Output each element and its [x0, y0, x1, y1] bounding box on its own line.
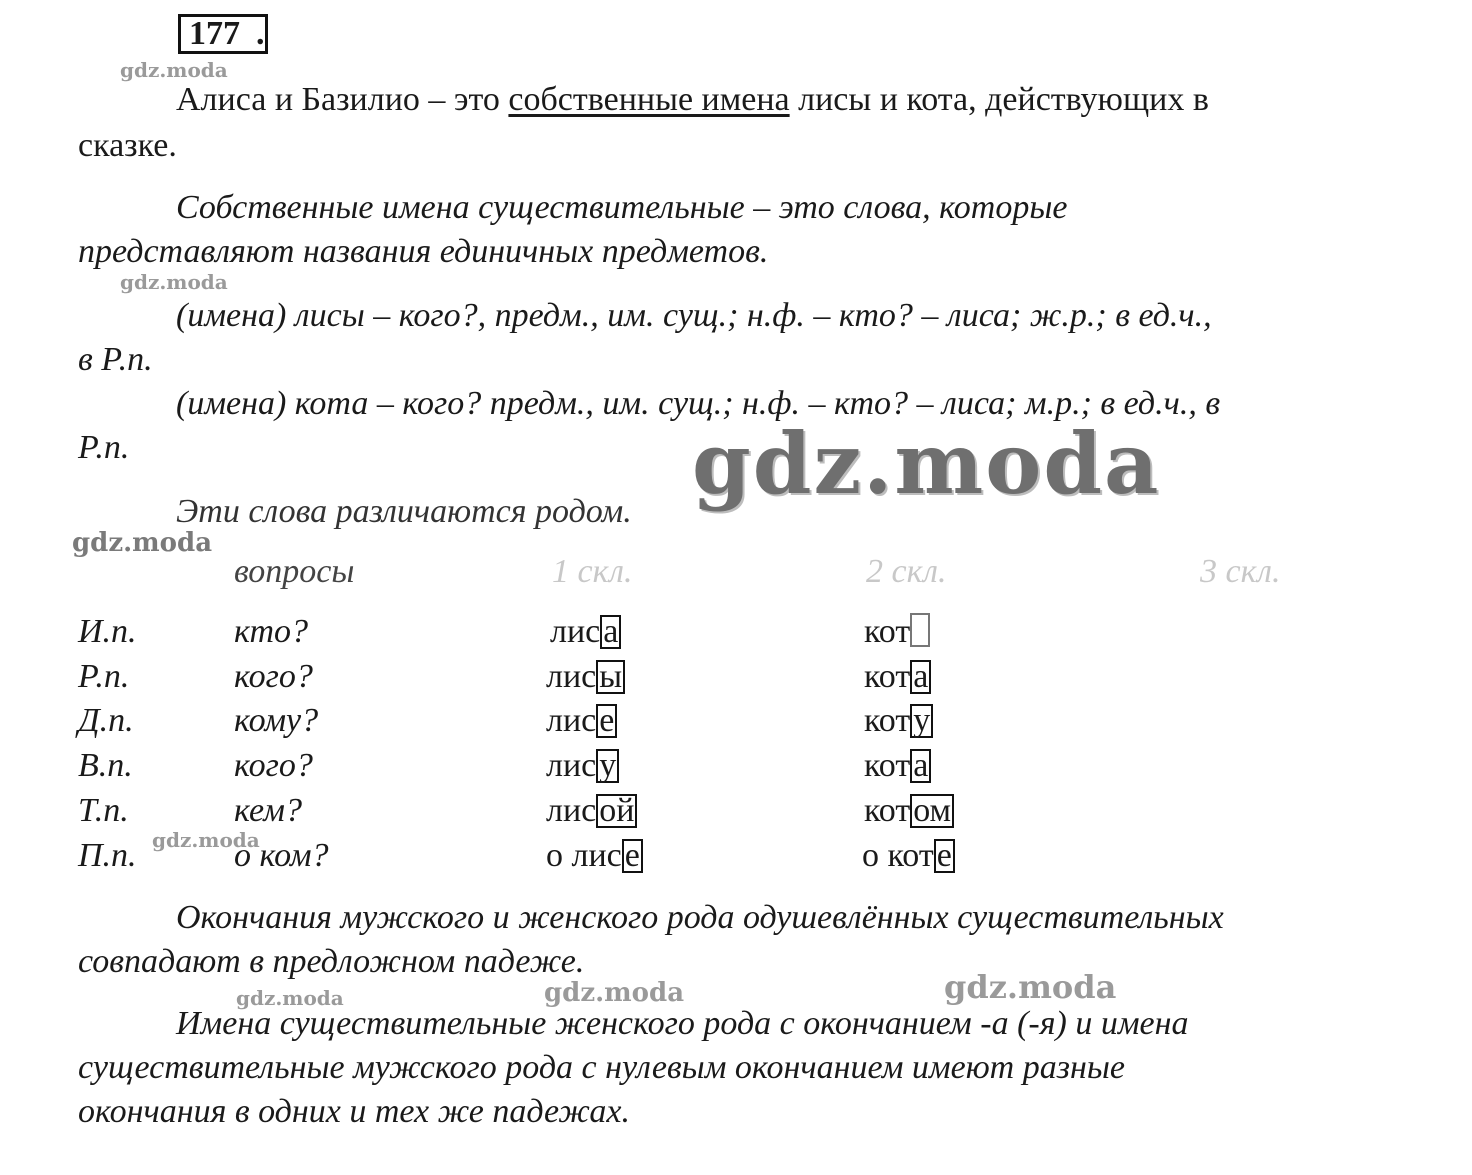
conclusion2-line-2: существительные мужского рода с нулевым окончанием имеют разные — [78, 1049, 1125, 1086]
case-name: Д.п. — [78, 702, 134, 739]
cat-form — [864, 699, 933, 743]
case-question: о ком? — [234, 837, 329, 874]
cat-form — [864, 744, 931, 788]
fox-form — [546, 834, 643, 878]
fox-stem: о лис — [546, 837, 622, 874]
fox-form — [550, 610, 621, 654]
fox-form — [546, 789, 637, 833]
fox-stem: лис — [546, 702, 597, 739]
watermark: gdz.moda — [152, 828, 260, 852]
cat-ending: у — [910, 704, 933, 738]
case-question: кому? — [234, 702, 319, 739]
cat-ending: ом — [910, 794, 954, 828]
fox-form — [546, 699, 617, 743]
cat-ending: а — [910, 749, 931, 783]
header-questions: вопросы — [234, 553, 355, 590]
fox-stem: лис — [546, 747, 597, 784]
difference-text: Эти слова различаются родом. — [176, 493, 632, 530]
cat-stem: кот — [864, 702, 911, 739]
fox-ending: ой — [596, 794, 637, 828]
watermark: gdz.moda — [944, 968, 1117, 1006]
cat-stem: кот — [864, 613, 911, 650]
cat-stem: кот — [864, 747, 911, 784]
case-question: кто? — [234, 613, 309, 650]
analysis1-line-2: в Р.п. — [78, 341, 153, 378]
cat-stem: кот — [864, 658, 911, 695]
header-decl-1: 1 скл. — [552, 553, 633, 590]
cat-form — [864, 789, 954, 833]
cat-stem: кот — [864, 792, 911, 829]
case-name: П.п. — [78, 837, 137, 874]
fox-form — [546, 744, 619, 788]
case-name: Т.п. — [78, 792, 129, 829]
fox-ending: ы — [596, 660, 625, 694]
cat-ending: а — [910, 660, 931, 694]
case-question: кого? — [234, 747, 313, 784]
cat-form — [864, 610, 930, 654]
intro-line-2: сказке. — [78, 127, 177, 164]
fox-stem: лис — [550, 613, 601, 650]
intro-underlined: собственные имена — [508, 81, 790, 118]
conclusion1-line-1: Окончания мужского и женского рода одушевлённых существительных — [176, 899, 1224, 936]
watermark: gdz.moda — [72, 528, 213, 558]
fox-ending: е — [596, 704, 617, 738]
case-name: И.п. — [78, 613, 137, 650]
conclusion2-line-1: Имена существительные женского рода с окончанием -а (-я) и имена — [176, 1005, 1189, 1042]
cat-ending: е — [934, 839, 955, 873]
fox-ending: у — [596, 749, 619, 783]
fox-ending: а — [600, 615, 621, 649]
conclusion2-line-3: окончания в одних и тех же падежах. — [78, 1093, 631, 1130]
intro-line-1 — [176, 78, 1209, 122]
fox-stem: лис — [546, 792, 597, 829]
watermark-large: gdz.moda — [692, 414, 1161, 513]
fox-form — [546, 655, 625, 699]
case-name: Р.п. — [78, 658, 130, 695]
case-question: кого? — [234, 658, 313, 695]
intro-part-1: Алиса и Базилио – это — [176, 81, 509, 118]
case-name: В.п. — [78, 747, 133, 784]
cat-ending-zero — [910, 613, 930, 647]
watermark: gdz.moda — [236, 986, 344, 1010]
analysis2-line-2: Р.п. — [78, 429, 130, 466]
intro-part-2: лисы и кота, действующих в — [789, 81, 1209, 118]
exercise-number-dot: . — [256, 15, 265, 52]
fox-ending: е — [622, 839, 643, 873]
watermark: gdz.moda — [120, 58, 228, 82]
watermark: gdz.moda — [120, 270, 228, 294]
analysis2-line-1: (имена) кота – кого? предм., им. сущ.; н.ф. – кто? – лиса; м.р.; в ед.ч., в — [176, 385, 1221, 422]
conclusion1-line-2: совпадают в предложном падеже. — [78, 943, 585, 980]
header-decl-2: 2 скл. — [866, 553, 947, 590]
fox-stem: лис — [546, 658, 597, 695]
exercise-number: 177 — [178, 14, 268, 54]
watermark: gdz.moda — [544, 978, 685, 1008]
case-question: кем? — [234, 792, 302, 829]
cat-form — [862, 834, 955, 878]
analysis1-line-1: (имена) лисы – кого?, предм., им. сущ.; н.ф. – кто? – лиса; ж.р.; в ед.ч., — [176, 297, 1212, 334]
definition-line-1: Собственные имена существительные – это слова, которые — [176, 189, 1068, 226]
header-decl-3: 3 скл. — [1200, 553, 1281, 590]
cat-form — [864, 655, 931, 699]
cat-stem: о кот — [862, 837, 934, 874]
definition-line-2: представляют названия единичных предметов. — [78, 233, 769, 270]
